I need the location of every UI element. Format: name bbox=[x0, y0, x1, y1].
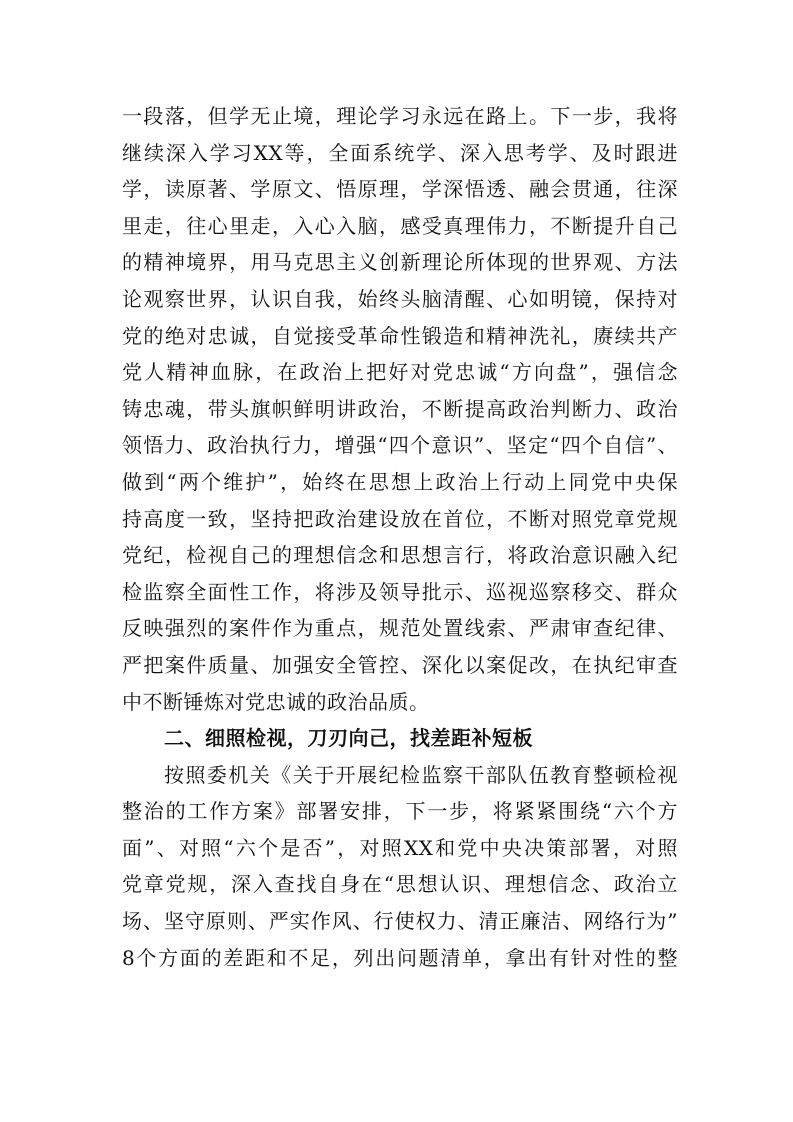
text-line: 8个方面的差距和不足，列出问题清单，拿出有针对性的整 bbox=[122, 945, 678, 970]
text-line: 党的绝对忠诚，自觉接受革命性锻造和精神洗礼，赓续共产 bbox=[122, 323, 678, 348]
text-line: 继续深入学习XX等，全面系统学、深入思考学、及时跟进 bbox=[122, 140, 678, 165]
text-line: 检监察全面性工作，将涉及领导批示、巡视巡察移交、群众 bbox=[122, 579, 678, 604]
text-line: 学，读原著、学原文、悟原理，学深悟透、融会贯通，往深 bbox=[122, 177, 678, 202]
section-heading: 二、细照检视，刀刃向己，找差距补短板 bbox=[164, 726, 533, 751]
text-line: 持高度一致，坚持把政治建设放在首位，不断对照党章党规 bbox=[122, 506, 678, 531]
text-line: 领悟力、政治执行力，增强“四个意识”、坚定“四个自信”、 bbox=[122, 433, 678, 458]
paragraph-continued bbox=[122, 98, 678, 720]
document-body bbox=[122, 98, 678, 976]
text-line: 按照委机关《关于开展纪检监察干部队伍教育整顿检视 bbox=[164, 762, 678, 787]
text-line: 党人精神血脉，在政治上把好对党忠诚“方向盘”，强信念 bbox=[122, 360, 678, 385]
text-line: 一段落，但学无止境，理论学习永远在路上。下一步，我将 bbox=[122, 104, 678, 128]
text-line: 里走，往心里走，入心入脑，感受真理伟力，不断提升自己 bbox=[122, 213, 678, 238]
text-line: 整治的工作方案》部署安排，下一步，将紧紧围绕“六个方 bbox=[122, 799, 678, 824]
text-line: 铸忠魂，带头旗帜鲜明讲政治，不断提高政治判断力、政治 bbox=[122, 396, 678, 421]
text-line: 党纪，检视自己的理想信念和思想言行，将政治意识融入纪 bbox=[122, 543, 678, 568]
text-line: 论观察世界，认识自我，始终头脑清醒、心如明镜，保持对 bbox=[122, 286, 678, 311]
text-line: 严把案件质量、加强安全管控、深化以案促改，在执纪审查 bbox=[122, 652, 678, 677]
text-line: 的精神境界，用马克思主义创新理论所体现的世界观、方法 bbox=[122, 250, 678, 275]
text-line: 面”、对照“六个是否”，对照XX和党中央决策部署，对照 bbox=[122, 835, 678, 860]
text-line: 反映强烈的案件作为重点，规范处置线索、严肃审查纪律、 bbox=[122, 616, 678, 641]
text-line: 做到“两个维护”，始终在思想上政治上行动上同党中央保 bbox=[122, 469, 678, 494]
text-line: 中不断锤炼对党忠诚的政治品质。 bbox=[122, 689, 430, 714]
paragraph-section-two bbox=[122, 757, 678, 977]
text-line: 党章党规，深入查找自身在“思想认识、理想信念、政治立 bbox=[122, 872, 678, 897]
text-line: 场、坚守原则、严实作风、行使权力、清正廉洁、网络行为” bbox=[122, 909, 678, 934]
